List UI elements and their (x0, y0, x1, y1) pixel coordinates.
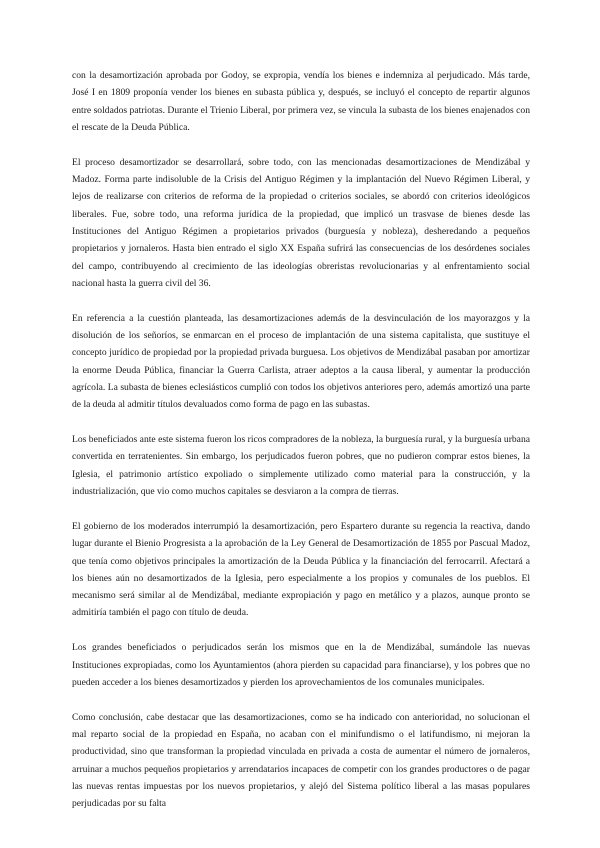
paragraph-5: El gobierno de los moderados interrumpió la desamortización, pero Espartero durante su regencia la reactiva, dando lugar durante el Bienio Progresista a la aprobación de la Ley General de Desamortización de 1855 por Pascual Madoz, que tenía como objetivos principales la amortización de la Deuda Pública y la financiación del ferrocarril. Afectará a los bienes aún no desamortizados de la Iglesia, pero especialmente a los propios y comunales de los pueblos. El mecanismo será similar al de Mendizábal, mediante expropiación y pago en metálico y a plazos, aunque pronto se admitiría también el pago con título de deuda. (72, 520, 530, 619)
paragraph-2: El proceso desamortizador se desarrollará, sobre todo, con las mencionadas desamortizaciones de Mendizábal y Madoz. Forma parte indisoluble de la Crisis del Antiguo Régimen y la implantación del Nuevo Régimen Liberal, y lejos de realizarse con criterios de reforma de la propiedad o criterios sociales, se abordó con criterios ideológicos liberales. Fue, sobre todo, una reforma jurídica de la propiedad, que implicó un trasvase de bienes desde las Instituciones del Antiguo Régimen a propietarios privados (burguesía y nobleza), desheredando a pequeños propietarios y jornaleros. Hasta bien entrado el siglo XX España sufrirá las consecuencias de los desórdenes sociales del campo, contribuyendo al crecimiento de las ideologías obreristas revolucionarias y al enfrentamiento social nacional hasta la guerra civil del 36. (72, 156, 530, 289)
paragraph-4: Los beneficiados ante este sistema fueron los ricos compradores de la nobleza, la burguesía rural, y la burguesía urbana convertida en terratenientes. Sin embargo, los perjudicados fueron pobres, que no pudieron comprar estos bienes, la Iglesia, el patrimonio artístico expoliado o simplemente utilizado como material para la construcción, y la industrialización, que vio como muchos capitales se desviaron a la compra de tierras. (72, 434, 530, 498)
paragraph-1: con la desamortización aprobada por Godoy, se expropia, vendía los bienes e indemniza al perjudicado. Más tarde, José I en 1809 proponía vender los bienes en subasta pública y, después, se incluyó el concepto de repartir algunos entre soldados patriotas. Durante el Trienio Liberal, por primera vez, se vincula la subasta de los bienes enajenados con el rescate de la Deuda Pública. (72, 70, 530, 133)
document-page (72, 67, 530, 813)
paragraph-6: Los grandes beneficiados o perjudicados serán los mismos que en la de Mendizábal, sumándole las nuevas Instituciones expropiadas, como los Ayuntamientos (ahora pierden su capacidad para financiarse), y los pobres que no pueden acceder a los bienes desamortizados y pierden los aprovechamientos de los comunales municipales. (72, 642, 530, 688)
paragraph-3: En referencia a la cuestión planteada, las desamortizaciones además de la desvinculación de los mayorazgos y la disolución de los señoríos, se enmarcan en el proceso de implantación de una sistema capitalista, que sustituye el concepto jurídico de propiedad por la propiedad privada burguesa. Los objetivos de Mendizábal pasaban por amortizar la enorme Deuda Pública, financiar la Guerra Carlista, atraer adeptos a la causa liberal, y aumentar la producción agrícola. La subasta de bienes eclesiásticos cumplió con todos los objetivos anteriores pero, además amortizó una parte de la deuda al admitir títulos devaluados como forma de pago en las subastas. (72, 312, 530, 411)
paragraph-7: Como conclusión, cabe destacar que las desamortizaciones, como se ha indicado con anterioridad, no solucionan el mal reparto social de la propiedad en España, no acaban con el minifundismo o el latifundismo, ni mejoran la productividad, sino que transforman la propiedad vinculada en privada a costa de aumentar el número de jornaleros, arruinar a muchos pequeños propietarios y arrendatarios incapaces de competir con los grandes productores o de pagar las nuevas rentas impuestas por los nuevos propietarios, y alejó del Sistema político liberal a las masas populares perjudicadas por su falta (72, 711, 530, 810)
